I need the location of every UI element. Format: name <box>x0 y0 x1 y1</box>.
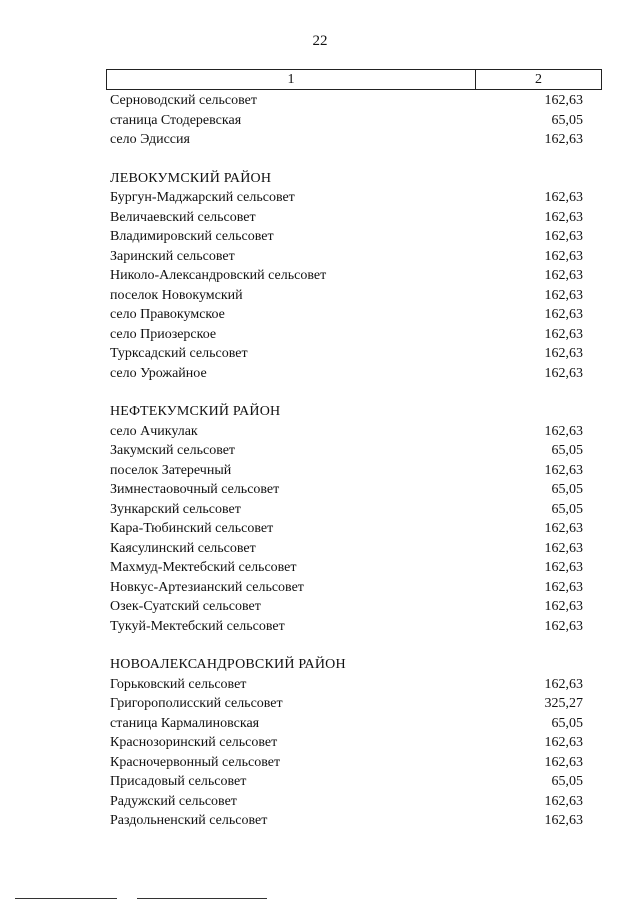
settlement-value: 162,63 <box>544 521 583 536</box>
settlement-value: 162,63 <box>544 618 583 634</box>
table-row <box>110 266 583 286</box>
document-table-body <box>110 91 583 831</box>
settlement-name: Турксадский сельсовет <box>110 346 248 361</box>
settlement-name: поселок Новокумский <box>110 287 243 303</box>
settlement-name: станица Стодеревская <box>110 112 242 128</box>
settlement-value: 162,63 <box>544 813 583 828</box>
settlement-name: Николо-Александровский сельсовет <box>110 268 327 283</box>
settlement-value: 162,63 <box>544 754 583 770</box>
footer-line <box>15 898 117 899</box>
settlement-value: 162,63 <box>544 540 583 556</box>
settlement-value: 65,05 <box>551 501 583 517</box>
settlement-value: 162,63 <box>544 132 583 147</box>
settlement-value: 162,63 <box>544 346 583 361</box>
table-row <box>110 519 583 539</box>
settlement-name: Махмуд-Мектебский сельсовет <box>110 560 297 575</box>
settlement-value: 65,05 <box>551 482 583 497</box>
settlement-value: 162,63 <box>544 93 583 108</box>
settlement-name: Каясулинский сельсовет <box>110 540 256 556</box>
table-row <box>110 364 583 384</box>
table-row <box>110 461 583 481</box>
settlement-name: Красночервонный сельсовет <box>110 754 281 770</box>
settlement-value: 162,63 <box>544 676 583 692</box>
table-row <box>110 422 583 442</box>
settlement-value: 162,63 <box>544 307 583 322</box>
settlement-value: 162,63 <box>544 229 583 244</box>
section-title: НОВОАЛЕКСАНДРОВСКИЙ РАЙОН <box>110 657 346 672</box>
settlement-value: 162,63 <box>544 268 583 283</box>
table-row <box>110 286 583 306</box>
settlement-value: 162,63 <box>544 735 583 750</box>
table-row <box>110 578 583 598</box>
column-1-header: 1 <box>107 70 476 89</box>
settlement-value: 162,63 <box>544 462 583 478</box>
settlement-name: Радужский сельсовет <box>110 793 237 809</box>
settlement-name: Зимнестаовочный сельсовет <box>110 482 280 497</box>
settlement-name: Новкус-Артезианский сельсовет <box>110 579 304 595</box>
settlement-name: Закумский сельсовет <box>110 443 236 458</box>
settlement-value: 162,63 <box>544 209 583 225</box>
settlement-name: Заринский сельсовет <box>110 248 235 264</box>
settlement-value: 65,05 <box>551 715 583 731</box>
section-title: ЛЕВОКУМСКИЙ РАЙОН <box>110 170 272 186</box>
settlement-name: село Правокумское <box>110 307 225 322</box>
table-row <box>110 188 583 208</box>
settlement-value: 65,05 <box>551 112 583 128</box>
table-row <box>110 811 583 831</box>
settlement-name: Раздольненский сельсовет <box>110 813 268 828</box>
footer-divider-lines <box>0 898 640 900</box>
settlement-value: 162,63 <box>544 579 583 595</box>
settlement-value: 162,63 <box>544 248 583 264</box>
settlement-value: 325,27 <box>544 696 583 711</box>
settlement-name: Озек-Суатский сельсовет <box>110 599 261 614</box>
table-row <box>110 130 583 150</box>
settlement-name: Горьковский сельсовет <box>110 676 247 692</box>
settlement-name: Серноводский сельсовет <box>110 93 257 108</box>
table-column-header <box>106 69 602 90</box>
settlement-name: Кара-Тюбинский сельсовет <box>110 521 274 536</box>
settlement-value: 162,63 <box>544 560 583 575</box>
settlement-value: 162,63 <box>544 190 583 205</box>
settlement-name: село Приозерское <box>110 326 217 342</box>
settlement-name: Зункарский сельсовет <box>110 501 241 517</box>
settlement-value: 162,63 <box>544 423 583 439</box>
settlement-value: 162,63 <box>544 365 583 381</box>
table-row <box>110 792 583 812</box>
settlement-name: поселок Затеречный <box>110 462 232 478</box>
table-row <box>110 694 583 714</box>
table-row <box>110 91 583 111</box>
table-row <box>110 558 583 578</box>
settlement-name: село Эдиссия <box>110 132 190 147</box>
settlement-name: Тукуй-Мектебский сельсовет <box>110 618 285 634</box>
settlement-value: 162,63 <box>544 287 583 303</box>
settlement-value: 162,63 <box>544 793 583 809</box>
table-row <box>110 617 583 637</box>
section-title: НЕФТЕКУМСКИЙ РАЙОН <box>110 404 281 419</box>
table-row <box>110 539 583 559</box>
settlement-value: 162,63 <box>544 326 583 342</box>
settlement-value: 65,05 <box>551 443 583 458</box>
column-2-header: 2 <box>535 72 542 87</box>
table-row <box>110 441 583 461</box>
table-row <box>110 772 583 792</box>
table-row <box>110 480 583 500</box>
table-row <box>110 597 583 617</box>
settlement-name: Григорополисский сельсовет <box>110 696 283 711</box>
settlement-name: Владимировский сельсовет <box>110 229 274 244</box>
settlement-name: Присадовый сельсовет <box>110 774 247 789</box>
footer-line <box>137 898 267 899</box>
settlement-name: село Ачикулак <box>110 423 198 439</box>
table-row <box>110 500 583 520</box>
table-row <box>110 325 583 345</box>
table-row <box>110 208 583 228</box>
settlement-name: Бургун-Маджарский сельсовет <box>110 190 295 205</box>
table-row <box>110 753 583 773</box>
settlement-name: село Урожайное <box>110 365 207 381</box>
settlement-value: 162,63 <box>544 599 583 614</box>
table-row <box>110 247 583 267</box>
table-row <box>110 733 583 753</box>
table-row <box>110 227 583 247</box>
table-row <box>110 344 583 364</box>
settlement-name: Величаевский сельсовет <box>110 209 256 225</box>
settlement-value: 65,05 <box>551 774 583 789</box>
table-row <box>110 714 583 734</box>
page-number: 22 <box>312 33 328 49</box>
table-row <box>110 305 583 325</box>
table-row <box>110 675 583 695</box>
settlement-name: Краснозоринский сельсовет <box>110 735 278 750</box>
table-row <box>110 111 583 131</box>
settlement-name: станица Кармалиновская <box>110 715 260 731</box>
